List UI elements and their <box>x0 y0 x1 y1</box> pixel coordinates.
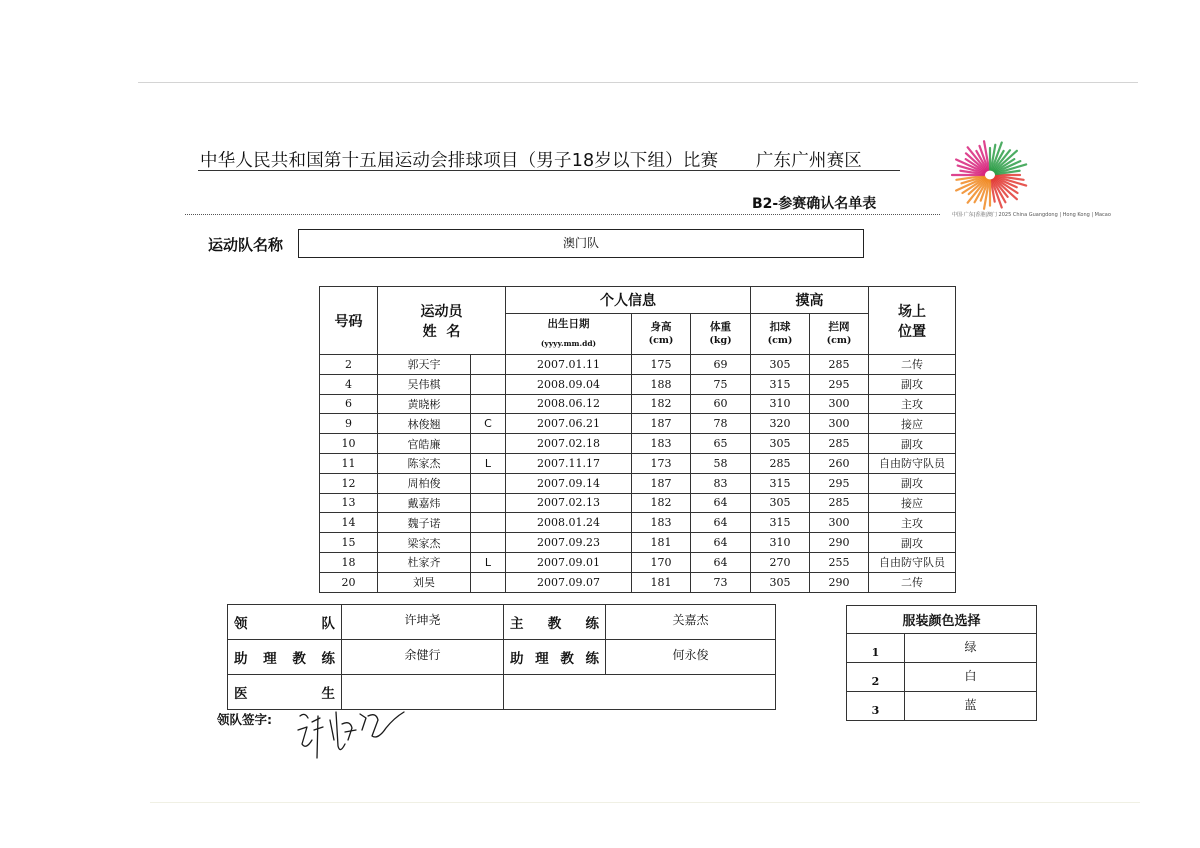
header-weight-label: 体重 <box>710 321 731 333</box>
header-personal-info: 个人信息 <box>506 287 751 314</box>
player-height: 181 <box>632 572 691 592</box>
player-spike: 305 <box>751 493 810 513</box>
player-spike: 310 <box>751 533 810 553</box>
assistant-coach-label-2 <box>504 640 606 675</box>
player-number: 4 <box>320 374 378 394</box>
player-block: 285 <box>810 434 869 454</box>
assistant-coach-value: 余健行 <box>342 640 504 675</box>
player-role: C <box>471 414 506 434</box>
player-position: 副攻 <box>869 434 956 454</box>
player-weight: 60 <box>691 394 751 414</box>
doctor-label-char: 医 <box>234 686 248 702</box>
player-spike: 315 <box>751 513 810 533</box>
player-birth: 2007.02.18 <box>506 434 632 454</box>
player-weight: 75 <box>691 374 751 394</box>
player-role <box>471 374 506 394</box>
player-number: 18 <box>320 552 378 572</box>
player-role: L <box>471 453 506 473</box>
staff-blank-cell <box>504 675 776 710</box>
uniform-option-row <box>847 634 1037 663</box>
player-height: 181 <box>632 533 691 553</box>
player-weight: 65 <box>691 434 751 454</box>
player-birth: 2007.06.21 <box>506 414 632 434</box>
bottom-scan-line <box>150 802 1140 803</box>
player-spike: 305 <box>751 572 810 592</box>
player-role <box>471 572 506 592</box>
team-name-field: 澳门队 <box>298 229 864 258</box>
header-block-unit: (cm) <box>826 335 852 346</box>
player-block: 300 <box>810 414 869 434</box>
player-birth: 2008.09.04 <box>506 374 632 394</box>
header-block <box>810 314 869 355</box>
head-coach-label <box>504 605 606 640</box>
player-number: 12 <box>320 473 378 493</box>
player-name: 周柏俊 <box>378 473 471 493</box>
assistant-coach-label <box>228 640 342 675</box>
roster-table <box>319 286 956 593</box>
player-block: 300 <box>810 394 869 414</box>
header-position-line2: 位置 <box>898 323 926 340</box>
player-spike: 285 <box>751 453 810 473</box>
player-name: 林俊翘 <box>378 414 471 434</box>
player-role <box>471 434 506 454</box>
uniform-option-color: 蓝 <box>905 692 1037 721</box>
player-role <box>471 513 506 533</box>
table-row <box>320 513 956 533</box>
table-row <box>320 414 956 434</box>
player-block: 285 <box>810 493 869 513</box>
table-row <box>320 355 956 375</box>
player-spike: 305 <box>751 434 810 454</box>
player-role <box>471 493 506 513</box>
player-weight: 64 <box>691 533 751 553</box>
player-weight: 73 <box>691 572 751 592</box>
player-weight: 64 <box>691 513 751 533</box>
player-name: 陈家杰 <box>378 453 471 473</box>
table-row <box>320 453 956 473</box>
player-name: 魏子诺 <box>378 513 471 533</box>
player-block: 255 <box>810 552 869 572</box>
header-reach: 摸高 <box>751 287 869 314</box>
player-name: 杜家齐 <box>378 552 471 572</box>
uniform-color-table <box>846 605 1037 721</box>
player-role <box>471 355 506 375</box>
player-role: L <box>471 552 506 572</box>
uniform-option-number: 3 <box>847 692 905 721</box>
player-height: 173 <box>632 453 691 473</box>
uniform-option-color: 白 <box>905 663 1037 692</box>
player-birth: 2007.09.23 <box>506 533 632 553</box>
games-logo-icon <box>948 133 1111 223</box>
player-position: 二传 <box>869 572 956 592</box>
header-birth <box>506 314 632 355</box>
player-spike: 305 <box>751 355 810 375</box>
player-weight: 58 <box>691 453 751 473</box>
table-row <box>320 552 956 572</box>
title-underline <box>198 170 900 171</box>
player-height: 188 <box>632 374 691 394</box>
staff-table <box>227 604 776 710</box>
player-spike: 315 <box>751 473 810 493</box>
player-position: 自由防守队员 <box>869 552 956 572</box>
player-number: 9 <box>320 414 378 434</box>
player-block: 295 <box>810 473 869 493</box>
head-coach-label-char: 主 <box>510 616 524 632</box>
player-number: 11 <box>320 453 378 473</box>
player-position: 副攻 <box>869 374 956 394</box>
header-spike-label: 扣球 <box>769 321 791 333</box>
player-number: 6 <box>320 394 378 414</box>
team-name-label: 运动队名称 <box>208 236 284 254</box>
header-athlete <box>378 287 506 355</box>
uniform-color-body <box>847 634 1037 721</box>
header-height <box>632 314 691 355</box>
player-position: 副攻 <box>869 473 956 493</box>
player-block: 260 <box>810 453 869 473</box>
region-text: 广东广州赛区 <box>755 151 863 171</box>
player-block: 295 <box>810 374 869 394</box>
player-block: 290 <box>810 533 869 553</box>
uniform-option-number: 1 <box>847 634 905 663</box>
header-spike-unit: (cm) <box>767 335 793 346</box>
player-birth: 2007.09.14 <box>506 473 632 493</box>
uniform-option-row <box>847 663 1037 692</box>
uniform-color-title: 服装颜色选择 <box>847 606 1037 634</box>
header-weight-unit: (kg) <box>709 335 732 346</box>
player-number: 14 <box>320 513 378 533</box>
table-row <box>320 434 956 454</box>
leader-label-char: 领 <box>234 616 248 632</box>
leader-signature <box>290 700 415 765</box>
assistant-label-char: 教 <box>560 651 574 667</box>
uniform-option-number: 2 <box>847 663 905 692</box>
player-name: 刘昊 <box>378 572 471 592</box>
player-birth: 2007.09.01 <box>506 552 632 572</box>
table-row <box>320 533 956 553</box>
player-weight: 64 <box>691 493 751 513</box>
assistant-label-char: 理 <box>535 651 549 667</box>
header-position-line1: 场上 <box>898 303 926 320</box>
player-block: 285 <box>810 355 869 375</box>
header-birth-format: (yyyy.mm.dd) <box>540 339 597 348</box>
assistant-label-char: 教 <box>292 651 306 667</box>
player-weight: 69 <box>691 355 751 375</box>
header-position <box>869 287 956 355</box>
table-row <box>320 394 956 414</box>
player-number: 13 <box>320 493 378 513</box>
uniform-option-color: 绿 <box>905 634 1037 663</box>
head-coach-value: 关嘉杰 <box>606 605 776 640</box>
player-height: 182 <box>632 394 691 414</box>
player-spike: 315 <box>751 374 810 394</box>
dotted-divider <box>185 214 940 215</box>
document-title <box>200 147 900 172</box>
player-position: 接应 <box>869 493 956 513</box>
player-position: 自由防守队员 <box>869 453 956 473</box>
player-height: 175 <box>632 355 691 375</box>
header-athlete-line1: 运动员 <box>420 303 463 320</box>
assistant-label-char: 练 <box>585 651 599 667</box>
player-height: 183 <box>632 434 691 454</box>
player-number: 10 <box>320 434 378 454</box>
player-name: 吴伟棋 <box>378 374 471 394</box>
assistant-label-char: 理 <box>263 651 277 667</box>
player-weight: 64 <box>691 552 751 572</box>
player-position: 主攻 <box>869 513 956 533</box>
roster-body <box>320 355 956 593</box>
logo-caption: 中国·广东|香港|澳门 2025 China Guangdong | Hong Kong | Macao <box>952 212 1111 218</box>
form-subtitle: B2-参赛确认名单表 <box>752 196 877 212</box>
assistant-coach-value-2: 何永俊 <box>606 640 776 675</box>
player-spike: 310 <box>751 394 810 414</box>
header-birth-label: 出生日期 <box>547 318 590 330</box>
player-role <box>471 533 506 553</box>
player-height: 187 <box>632 473 691 493</box>
player-birth: 2007.02.13 <box>506 493 632 513</box>
top-scan-line <box>138 82 1138 83</box>
player-height: 170 <box>632 552 691 572</box>
header-height-label: 身高 <box>650 321 672 333</box>
assistant-label-char: 助 <box>510 651 524 667</box>
player-role <box>471 394 506 414</box>
player-name: 戴嘉炜 <box>378 493 471 513</box>
head-coach-label-char: 教 <box>547 616 562 632</box>
player-birth: 2008.01.24 <box>506 513 632 533</box>
player-name: 郭天宇 <box>378 355 471 375</box>
header-spike <box>751 314 810 355</box>
player-birth: 2007.09.07 <box>506 572 632 592</box>
table-row <box>320 572 956 592</box>
player-height: 187 <box>632 414 691 434</box>
player-block: 290 <box>810 572 869 592</box>
player-birth: 2007.01.11 <box>506 355 632 375</box>
uniform-option-row <box>847 692 1037 721</box>
player-height: 183 <box>632 513 691 533</box>
leader-label <box>228 605 342 640</box>
player-name: 官皓廉 <box>378 434 471 454</box>
player-number: 2 <box>320 355 378 375</box>
header-athlete-line2: 姓 名 <box>422 323 461 340</box>
player-position: 接应 <box>869 414 956 434</box>
leader-value: 许坤尧 <box>342 605 504 640</box>
header-block-label: 拦网 <box>828 321 850 333</box>
table-row <box>320 374 956 394</box>
doctor-label-char: 生 <box>321 686 335 702</box>
head-coach-label-char: 练 <box>585 616 599 632</box>
assistant-label-char: 助 <box>234 651 248 667</box>
player-height: 182 <box>632 493 691 513</box>
header-number: 号码 <box>320 287 378 355</box>
player-position: 副攻 <box>869 533 956 553</box>
player-weight: 78 <box>691 414 751 434</box>
signature-label: 领队签字: <box>217 712 272 727</box>
player-birth: 2007.11.17 <box>506 453 632 473</box>
assistant-label-char: 练 <box>321 651 335 667</box>
player-position: 二传 <box>869 355 956 375</box>
player-number: 15 <box>320 533 378 553</box>
header-weight <box>691 314 751 355</box>
table-row <box>320 493 956 513</box>
player-weight: 83 <box>691 473 751 493</box>
table-row <box>320 473 956 493</box>
leader-label-char: 队 <box>321 616 335 632</box>
title-text: 中华人民共和国第十五届运动会排球项目（男子18岁以下组）比赛 <box>200 151 719 171</box>
header-height-unit: (cm) <box>648 335 674 346</box>
player-block: 300 <box>810 513 869 533</box>
player-number: 20 <box>320 572 378 592</box>
player-position: 主攻 <box>869 394 956 414</box>
player-birth: 2008.06.12 <box>506 394 632 414</box>
player-spike: 320 <box>751 414 810 434</box>
player-name: 梁家杰 <box>378 533 471 553</box>
player-role <box>471 473 506 493</box>
player-spike: 270 <box>751 552 810 572</box>
player-name: 黄晓彬 <box>378 394 471 414</box>
